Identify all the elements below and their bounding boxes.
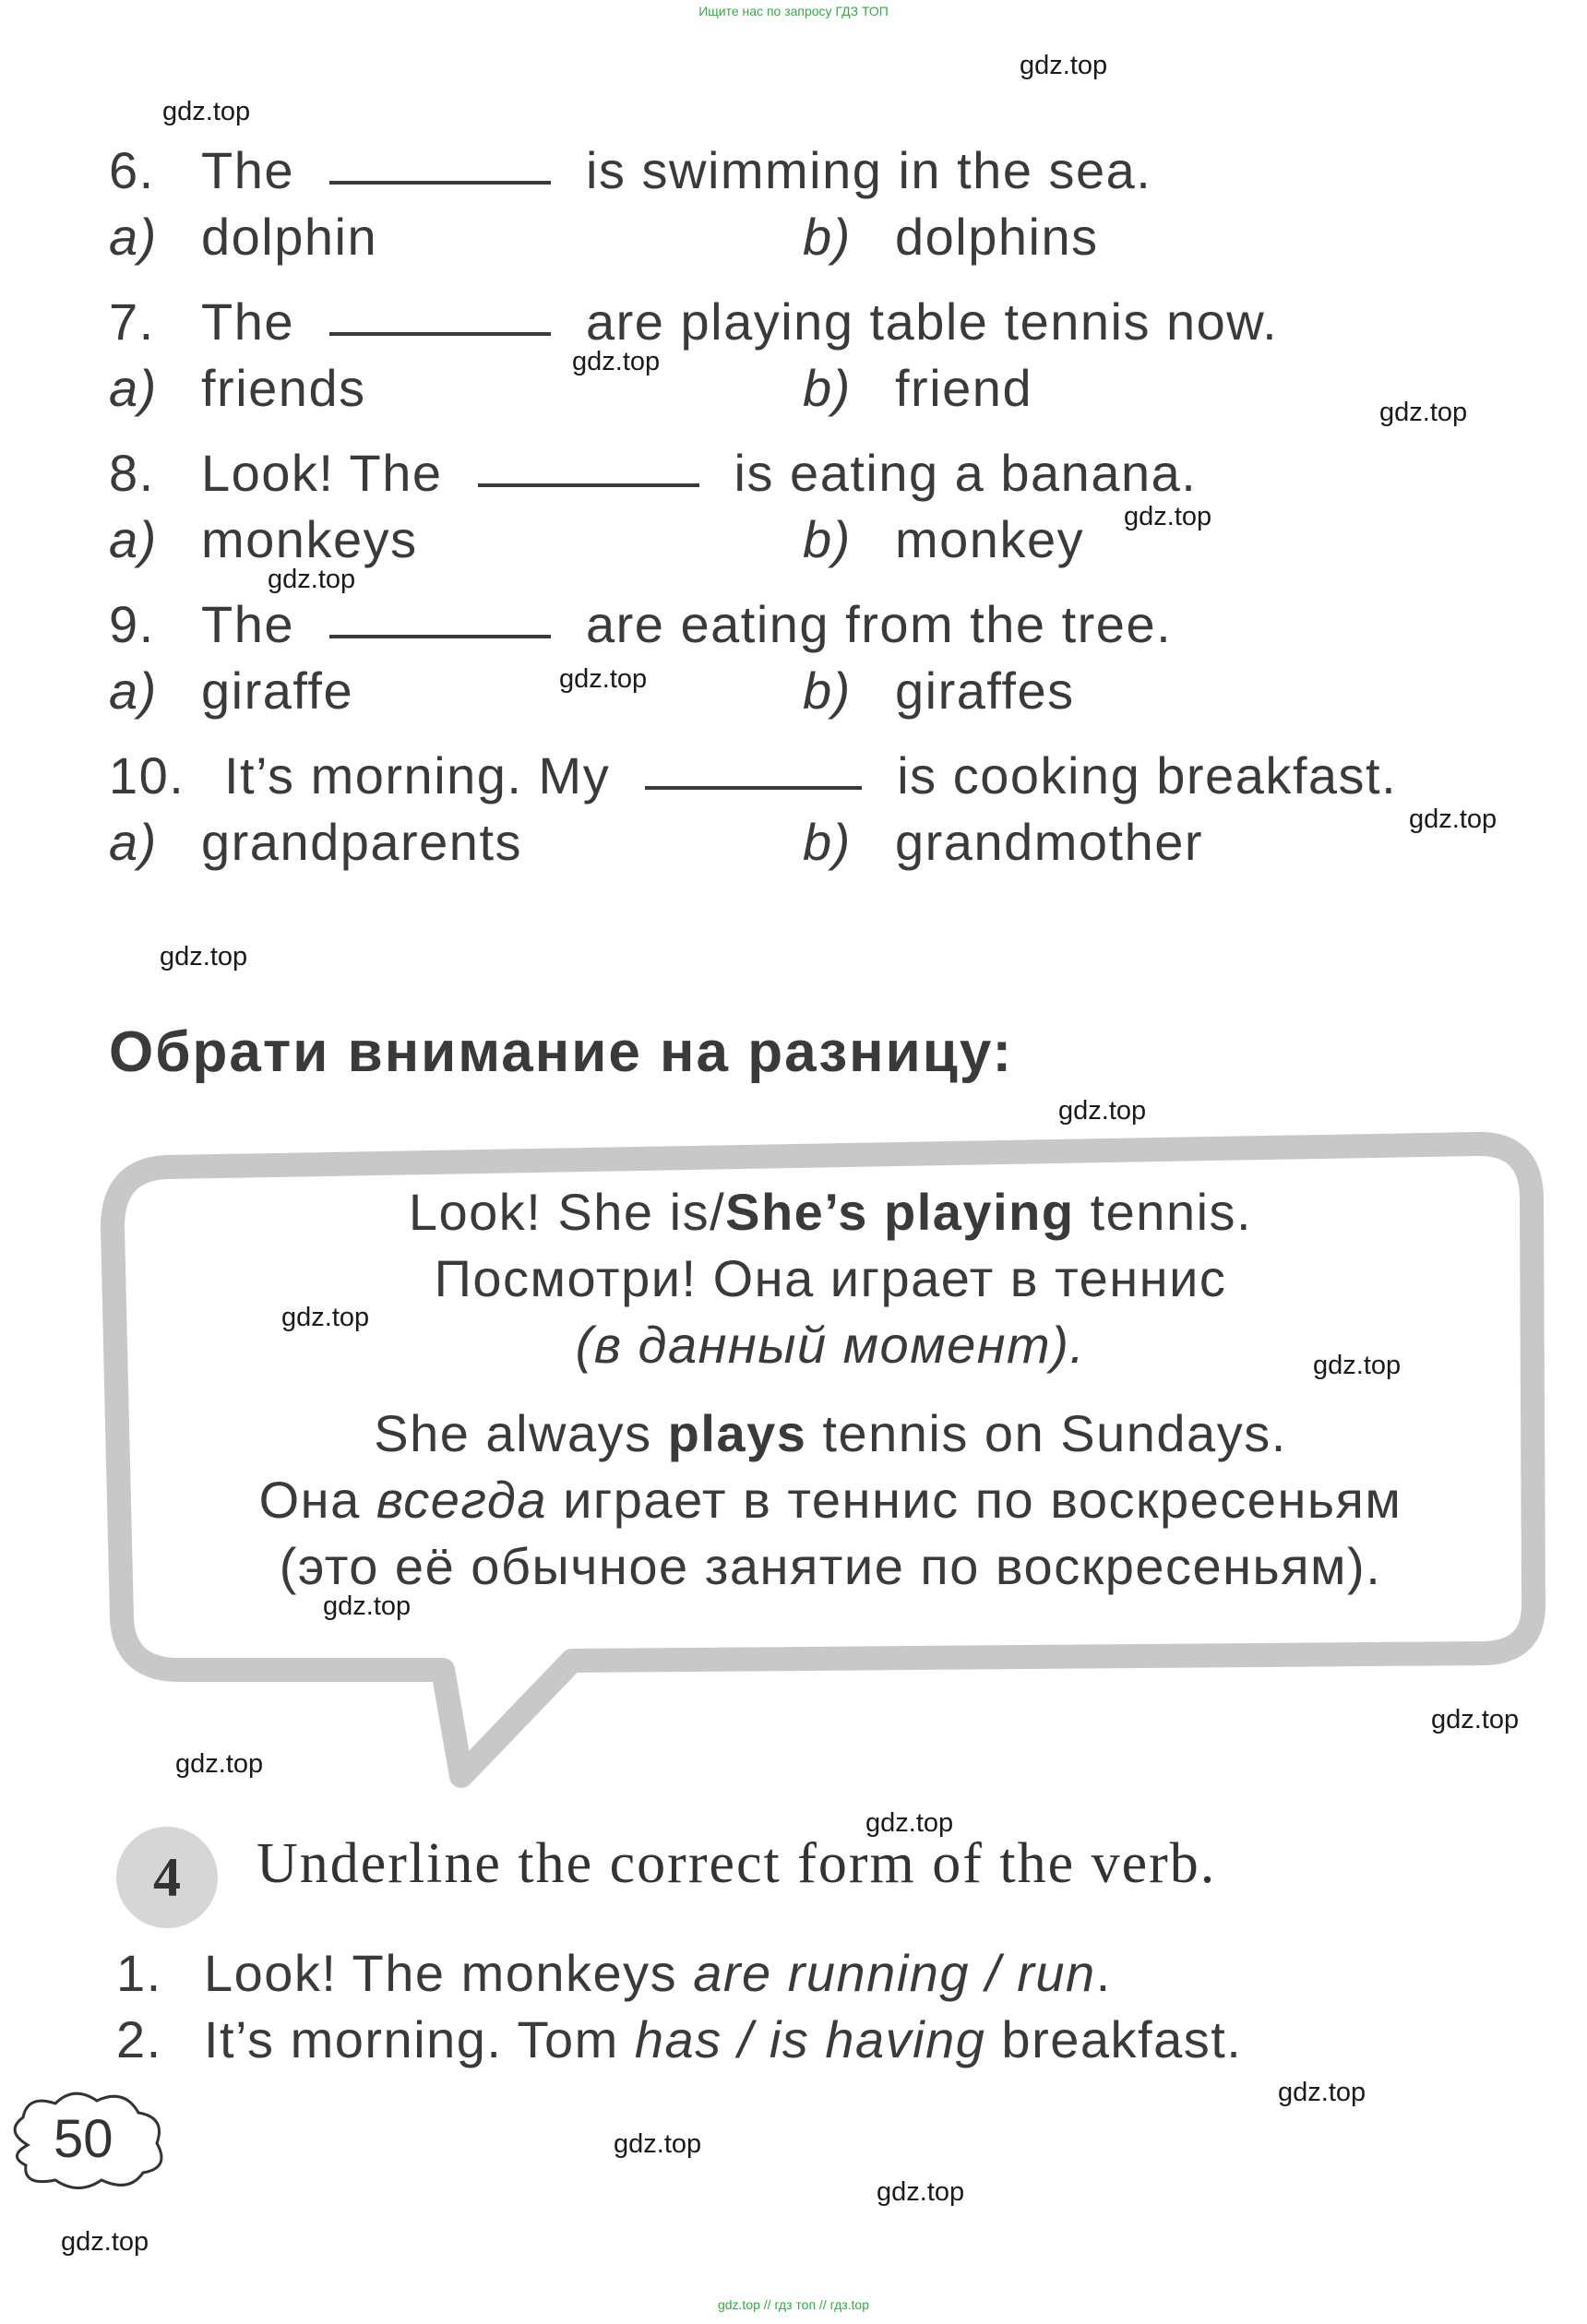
watermark: gdz.top: [1020, 51, 1108, 80]
watermark: gdz.top: [877, 2177, 965, 2207]
watermark: gdz.top: [268, 565, 356, 594]
watermark: gdz.top: [1058, 1096, 1147, 1126]
watermark: gdz.top: [559, 664, 648, 694]
header-note: Ищите нас по запросу ГДЗ ТОП: [698, 4, 889, 18]
question-7: 7. The are playing table tennis now.: [109, 292, 1279, 351]
option-b[interactable]: b) dolphins: [803, 208, 1099, 266]
verb-options[interactable]: are running / run: [693, 1944, 1096, 2002]
option-b[interactable]: b) grandmother: [803, 813, 1204, 871]
option-b[interactable]: b) friend: [803, 359, 1033, 417]
verb-options[interactable]: has / is having: [634, 2010, 986, 2068]
watermark: gdz.top: [1278, 2078, 1366, 2107]
bubble-line-2: Посмотри! Она играет в теннис: [434, 1249, 1227, 1307]
exercise-item-1: 1. Look! The monkeys are running / run.: [116, 1944, 1112, 2002]
question-10: 10. It’s morning. My is cooking breakfast.: [109, 746, 1398, 804]
watermark: gdz.top: [1379, 398, 1468, 427]
option-b[interactable]: b) giraffes: [803, 661, 1075, 720]
bubble-line-1: Look! She is/She’s playing tennis.: [408, 1183, 1253, 1241]
note-heading: Обрати внимание на разницу:: [109, 1020, 1014, 1084]
watermark: gdz.top: [614, 2129, 702, 2159]
bubble-line-3: (в данный момент).: [575, 1316, 1086, 1374]
watermark: gdz.top: [61, 2227, 149, 2257]
question-8: 8. Look! The is eating a banana.: [109, 444, 1198, 502]
watermark: gdz.top: [323, 1591, 412, 1621]
option-a[interactable]: a) dolphin: [109, 208, 378, 266]
option-b[interactable]: b) monkey: [803, 510, 1085, 568]
watermark: gdz.top: [865, 1808, 954, 1838]
watermark: gdz.top: [160, 942, 248, 971]
question-9: 9. The are eating from the tree.: [109, 595, 1173, 653]
exercise-item-2: 2. It’s morning. Tom has / is having breakfast.: [116, 2010, 1243, 2068]
footer-note: gdz.top // гдз топ // гдз.top: [717, 2297, 870, 2312]
question-6: 6. The is swimming in the sea.: [109, 141, 1152, 199]
watermark: gdz.top: [572, 347, 661, 376]
option-a[interactable]: a) grandparents: [109, 813, 523, 871]
watermark: gdz.top: [1124, 502, 1212, 531]
watermark: gdz.top: [162, 97, 251, 126]
option-a[interactable]: a) giraffe: [109, 661, 354, 720]
page-number: 50: [54, 2109, 113, 2169]
watermark: gdz.top: [1409, 804, 1498, 834]
option-a[interactable]: a) friends: [109, 359, 366, 417]
exercise-title: Underline the correct form of the verb.: [257, 1832, 1217, 1895]
watermark: gdz.top: [1431, 1705, 1520, 1734]
watermark: gdz.top: [1313, 1351, 1402, 1380]
exercise-number: 4: [153, 1847, 181, 1908]
bubble-line-5: Она всегда играет в теннис по воскресеньям: [258, 1471, 1402, 1529]
watermark: gdz.top: [175, 1749, 264, 1779]
watermark: gdz.top: [281, 1303, 370, 1332]
bubble-line-6: (это её обычное занятие по воскресеньям).: [279, 1537, 1382, 1595]
bubble-line-4: She always plays tennis on Sundays.: [374, 1404, 1287, 1462]
option-a[interactable]: a) monkeys: [109, 510, 418, 568]
